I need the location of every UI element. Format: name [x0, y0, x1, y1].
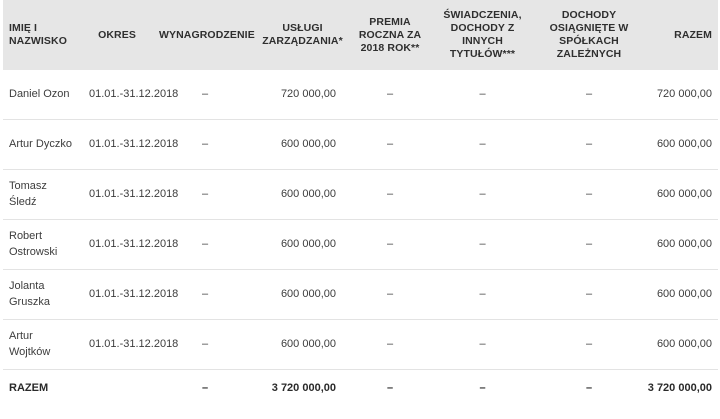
cell-salary: –	[201, 238, 209, 250]
cell-name: Jolanta Gruszka	[9, 280, 50, 308]
cell-management: 600 000,00	[280, 338, 336, 350]
table-row	[3, 219, 718, 269]
header-name: IMIĘ I NAZWISKO	[9, 22, 67, 47]
cell-management: 600 000,00	[280, 238, 336, 250]
cell-bonus: –	[386, 188, 394, 200]
header-period: OKRES	[98, 28, 136, 41]
cell-total: 600 000,00	[656, 288, 712, 300]
cell-name: Artur Dyczko	[9, 138, 72, 150]
cell-period: 01.01.-31.12.2018	[89, 288, 179, 300]
totals-management: 3 720 000,00	[271, 382, 336, 395]
cell-bonus: –	[386, 338, 394, 350]
cell-salary: –	[201, 288, 209, 300]
cell-bonus: –	[386, 238, 394, 250]
totals-total: 3 720 000,00	[647, 382, 712, 395]
table-row	[3, 119, 718, 169]
cell-total: 600 000,00	[656, 138, 712, 150]
cell-subsidiaries: –	[585, 288, 593, 300]
header-row	[3, 0, 718, 70]
cell-salary: –	[201, 138, 209, 150]
cell-subsidiaries: –	[585, 188, 593, 200]
cell-salary: –	[201, 188, 209, 200]
header-total: RAZEM	[674, 28, 712, 41]
cell-name: Tomasz Śledź	[9, 180, 47, 208]
cell-benefits: –	[479, 138, 486, 150]
totals-benefits: –	[479, 382, 486, 395]
totals-period	[79, 369, 155, 403]
cell-period: 01.01.-31.12.2018	[89, 88, 179, 101]
cell-name: Artur Wojtków	[9, 330, 51, 358]
cell-management: 720 000,00	[280, 88, 336, 101]
cell-management: 600 000,00	[280, 288, 336, 300]
cell-period: 01.01.-31.12.2018	[89, 138, 179, 150]
totals-row	[3, 369, 718, 403]
table-row	[3, 169, 718, 219]
cell-bonus: –	[386, 138, 394, 150]
totals-subsidiaries: –	[585, 382, 593, 395]
cell-management: 600 000,00	[280, 188, 336, 200]
cell-bonus: –	[386, 88, 394, 101]
cell-bonus: –	[386, 288, 394, 300]
cell-subsidiaries: –	[585, 88, 593, 101]
cell-benefits: –	[479, 288, 486, 300]
cell-benefits: –	[479, 238, 486, 250]
header-management-services: USŁUGI ZARZĄDZANIA*	[262, 22, 343, 47]
header-subsidiaries-income: DOCHODY OSIĄGNIĘTE W SPÓŁKACH ZALEŻNYCH	[549, 9, 629, 60]
header-salary: WYNAGRODZENIE	[159, 28, 255, 41]
table-row	[3, 70, 718, 119]
cell-benefits: –	[479, 188, 486, 200]
cell-benefits: –	[479, 88, 486, 101]
cell-period: 01.01.-31.12.2018	[89, 188, 179, 200]
cell-management: 600 000,00	[280, 138, 336, 150]
totals-salary: –	[201, 382, 209, 395]
cell-salary: –	[201, 338, 209, 350]
table-body	[3, 70, 718, 403]
cell-name: Robert Ostrowski	[9, 230, 58, 258]
cell-period: 01.01.-31.12.2018	[89, 238, 179, 250]
cell-subsidiaries: –	[585, 338, 593, 350]
cell-total: 600 000,00	[656, 238, 712, 250]
header-annual-bonus: PREMIA ROCZNA ZA 2018 ROK**	[358, 15, 422, 54]
cell-subsidiaries: –	[585, 138, 593, 150]
table-row	[3, 319, 718, 369]
cell-subsidiaries: –	[585, 238, 593, 250]
table-row	[3, 269, 718, 319]
totals-label: RAZEM	[9, 382, 49, 395]
cell-salary: –	[201, 88, 209, 101]
cell-benefits: –	[479, 338, 486, 350]
cell-total: 600 000,00	[656, 338, 712, 350]
table-header	[3, 0, 718, 70]
totals-bonus: –	[386, 382, 394, 395]
header-benefits: ŚWIADCZENIA, DOCHODY Z INNYCH TYTUŁÓW***	[443, 9, 522, 60]
cell-total: 720 000,00	[656, 88, 712, 101]
compensation-table	[3, 0, 718, 403]
cell-name: Daniel Ozon	[9, 88, 70, 101]
cell-total: 600 000,00	[656, 188, 712, 200]
cell-period: 01.01.-31.12.2018	[89, 338, 179, 350]
